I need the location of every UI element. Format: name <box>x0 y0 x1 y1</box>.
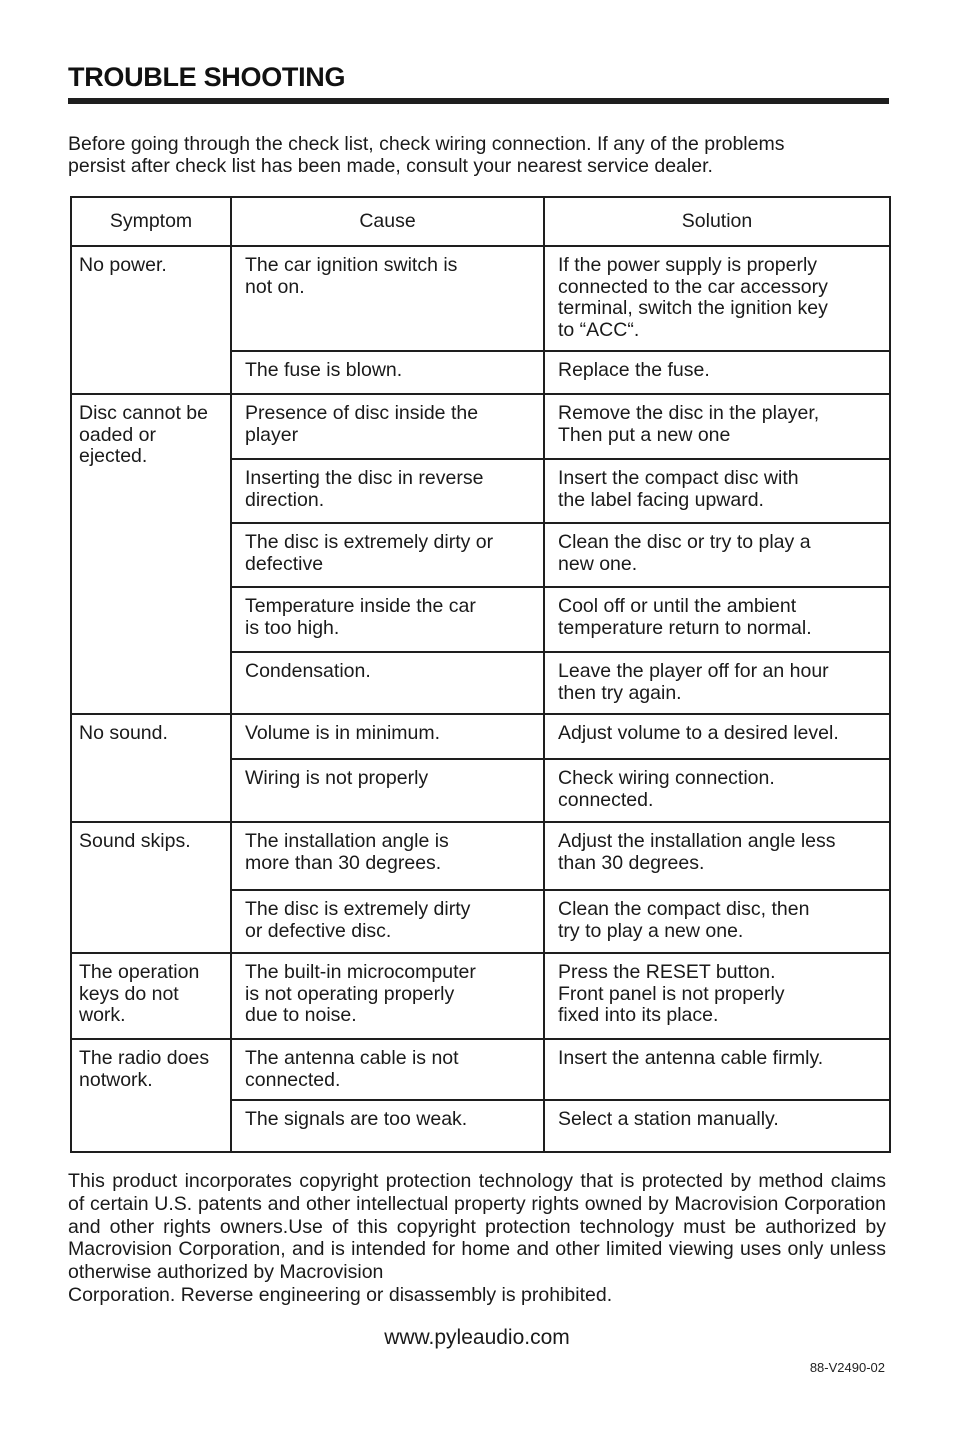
page-title: TROUBLE SHOOTING <box>68 62 346 92</box>
solution-cell: Select a station manually. <box>544 1100 890 1152</box>
solution-cell: Cool off or until the ambient temperature return to normal. <box>544 587 890 652</box>
header-cause: Cause <box>231 197 544 246</box>
cause-cell: Condensation. <box>231 652 544 714</box>
solution-cell: Adjust the installation angle less than 30 degrees. <box>544 822 890 890</box>
solution-cell: Press the RESET button. Front panel is not properly fixed into its place. <box>544 953 890 1039</box>
website-url: www.pyleaudio.com <box>384 1326 570 1349</box>
solution-cell: If the power supply is properly connected to the car accessory terminal, switch the ignition key to “ACC“. <box>544 246 890 351</box>
troubleshooting-table <box>70 196 891 1153</box>
solution-cell: Remove the disc in the player, Then put a new one <box>544 394 890 459</box>
symptom-cell: Disc cannot be oaded or ejected. <box>71 394 231 714</box>
cause-cell: Presence of disc inside the player <box>231 394 544 459</box>
table-row <box>71 714 890 759</box>
cause-cell: The disc is extremely dirty or defective <box>231 523 544 587</box>
copyright-body: This product incorporates copyright protection technology that is protected by method claims of certain U.S. patents and other intellectual property rights owned by Macrovision Corporation and other rights owners.Use of this copyright protection technology must be authorized by Macrovision Corporation, and is intended for home and other limited viewing uses only unless otherwise authorized by Macrovision <box>68 1170 886 1284</box>
solution-cell: Clean the compact disc, then try to play a new one. <box>544 890 890 953</box>
solution-cell: Insert the compact disc with the label facing upward. <box>544 459 890 523</box>
table-row <box>71 953 890 1039</box>
cause-cell: Inserting the disc in reverse direction. <box>231 459 544 523</box>
table-header-row <box>71 197 890 246</box>
cause-cell: Volume is in minimum. <box>231 714 544 759</box>
solution-cell: Replace the fuse. <box>544 351 890 394</box>
table-row <box>71 822 890 890</box>
solution-cell: Adjust volume to a desired level. <box>544 714 890 759</box>
title-rule <box>68 98 889 104</box>
cause-cell: The fuse is blown. <box>231 351 544 394</box>
symptom-cell: The operation keys do not work. <box>71 953 231 1039</box>
symptom-cell: Sound skips. <box>71 822 231 953</box>
copyright-last-line: Corporation. Reverse engineering or disassembly is prohibited. <box>68 1283 613 1306</box>
solution-cell: Clean the disc or try to play a new one. <box>544 523 890 587</box>
cause-cell: The installation angle is more than 30 degrees. <box>231 822 544 890</box>
document-code: 88-V2490-02 <box>809 1360 885 1375</box>
solution-cell: Leave the player off for an hour then try again. <box>544 652 890 714</box>
table-row <box>71 394 890 459</box>
cause-cell: Wiring is not properly <box>231 759 544 822</box>
copyright-notice <box>68 1170 886 1307</box>
cause-cell: The built-in microcomputer is not operating properly due to noise. <box>231 953 544 1039</box>
solution-cell: Check wiring connection. connected. <box>544 759 890 822</box>
symptom-cell: No sound. <box>71 714 231 822</box>
table-row <box>71 246 890 351</box>
cause-cell: The signals are too weak. <box>231 1100 544 1152</box>
header-solution: Solution <box>544 197 890 246</box>
symptom-cell: The radio does notwork. <box>71 1039 231 1152</box>
header-symptom: Symptom <box>71 197 231 246</box>
cause-cell: The disc is extremely dirty or defective disc. <box>231 890 544 953</box>
cause-cell: The antenna cable is not connected. <box>231 1039 544 1100</box>
solution-cell: Insert the antenna cable firmly. <box>544 1039 890 1100</box>
table-row <box>71 1039 890 1100</box>
cause-cell: Temperature inside the car is too high. <box>231 587 544 652</box>
intro-text: Before going through the check list, check wiring connection. If any of the problems persist after check list has been made, consult your nearest service dealer. <box>68 133 785 177</box>
symptom-cell: No power. <box>71 246 231 394</box>
cause-cell: The car ignition switch is not on. <box>231 246 544 351</box>
